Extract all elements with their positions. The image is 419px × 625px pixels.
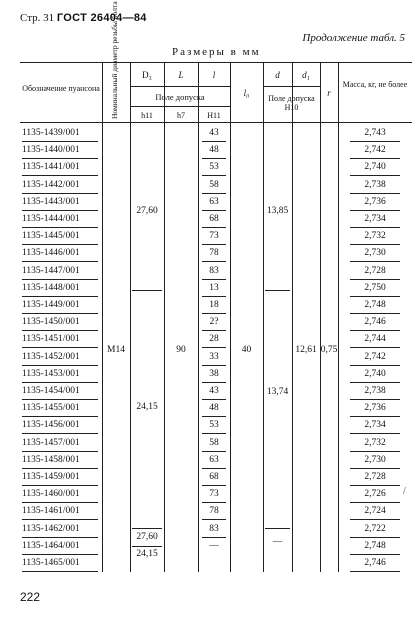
row-designation: 1135-1442/001	[22, 179, 80, 190]
row-l-value: 38	[209, 368, 219, 379]
D-group-separator	[132, 546, 162, 547]
row-mass-underline	[350, 485, 400, 486]
row-mass-underline	[350, 330, 400, 331]
L-value: 90	[176, 345, 186, 355]
row-designation: 1135-1454/001	[22, 386, 80, 396]
col-divider	[292, 62, 293, 572]
row-designation: 1135-1462/001	[22, 523, 80, 534]
D-value-a: 27,60	[136, 206, 158, 216]
row-l-underline	[202, 382, 226, 383]
row-mass-underline	[350, 433, 400, 434]
row-mass-value: 2,740	[364, 162, 386, 173]
row-designation: 1135-1457/001	[22, 437, 80, 448]
header-sub-line	[263, 86, 320, 87]
row-l-value: 18	[209, 300, 219, 310]
page-label: Стр. 31	[20, 12, 55, 24]
row-l-value: 78	[209, 506, 219, 517]
row-designation: 1135-1439/001	[22, 128, 80, 138]
row-l-value: 13	[209, 282, 219, 293]
row-l-value: 58	[209, 437, 219, 448]
row-designation: 1135-1441/001	[22, 162, 80, 173]
sizes-caption: Размеры в мм	[172, 46, 261, 58]
d-value-b: 13,74	[266, 387, 289, 397]
row-mass-value: 2,746	[364, 558, 386, 568]
row-underline	[22, 502, 98, 503]
tol-H11: H11	[207, 111, 221, 120]
row-l-value: 73	[209, 489, 219, 500]
row-l-underline	[202, 193, 226, 194]
row-l-value: —	[209, 540, 219, 551]
row-l-value: 83	[209, 523, 219, 534]
row-mass-value: 2,738	[364, 179, 386, 190]
row-mass-value: 2,743	[364, 128, 386, 138]
tolerance-header: Поле допуска	[155, 92, 205, 102]
designation-header: Обозначение пуансона	[22, 84, 100, 93]
l0-value: 40	[241, 345, 252, 355]
row-mass-value: 2,748	[364, 300, 386, 310]
row-mass-underline	[350, 554, 400, 555]
D-value-c: 27,60	[136, 532, 158, 542]
thread-value: M14	[107, 345, 125, 355]
row-designation: 1135-1443/001	[22, 196, 80, 207]
row-underline	[22, 537, 98, 538]
row-designation: 1135-1456/001	[22, 420, 80, 431]
row-underline	[22, 485, 98, 486]
row-mass-value: 2,742	[364, 145, 386, 156]
row-mass-underline	[350, 158, 400, 159]
row-l-underline	[202, 519, 226, 520]
header-sub-line	[130, 106, 230, 107]
row-mass-underline	[350, 296, 400, 297]
row-l-value: 43	[209, 128, 219, 138]
d-group-separator	[265, 528, 290, 529]
page-number: 222	[20, 590, 41, 604]
row-l-underline	[202, 485, 226, 486]
d-group-separator	[265, 290, 290, 291]
col-divider	[263, 62, 264, 572]
continuation-label: Продолжение табл. 5	[302, 32, 405, 44]
row-l-underline	[202, 399, 226, 400]
row-designation: 1135-1449/001	[22, 300, 80, 310]
row-underline	[22, 399, 98, 400]
header-sub-line	[130, 86, 230, 87]
row-mass-underline	[350, 399, 400, 400]
row-l-underline	[202, 433, 226, 434]
row-designation: 1135-1465/001	[22, 558, 80, 568]
row-l-value: 78	[209, 248, 219, 259]
row-mass-underline	[350, 279, 400, 280]
l0-header: l₀	[243, 88, 250, 98]
row-l-value: 68	[209, 472, 219, 482]
row-designation: 1135-1450/001	[22, 317, 80, 328]
row-underline	[22, 193, 98, 194]
tol-h11: h11	[141, 111, 153, 120]
D-header: D₃	[142, 70, 152, 80]
row-mass-underline	[350, 451, 400, 452]
row-l-value: 83	[209, 265, 219, 276]
row-underline	[22, 175, 98, 176]
col-divider	[230, 62, 231, 572]
row-mass-value: 2,730	[364, 454, 386, 465]
row-designation: 1135-1460/001	[22, 489, 80, 500]
row-mass-value: 2,736	[364, 196, 386, 207]
row-mass-value: 2,742	[364, 351, 386, 362]
col-divider	[130, 62, 131, 572]
row-designation: 1135-1451/001	[22, 334, 80, 345]
row-underline	[22, 365, 98, 366]
row-mass-underline	[350, 468, 400, 469]
row-underline	[22, 416, 98, 417]
row-l-value: 73	[209, 231, 219, 242]
row-underline	[22, 158, 98, 159]
row-designation: 1135-1440/001	[22, 145, 80, 156]
row-l-underline	[202, 330, 226, 331]
row-mass-underline	[350, 261, 400, 262]
row-mass-value: 2,740	[364, 368, 386, 379]
row-mass-underline	[350, 210, 400, 211]
row-l-underline	[202, 141, 226, 142]
row-mass-value: 2,728	[364, 265, 386, 276]
row-mass-value: 2,746	[364, 317, 386, 328]
D-group-separator	[132, 528, 162, 529]
row-underline	[22, 519, 98, 520]
row-designation: 1135-1444/001	[22, 214, 80, 224]
margin-mark: /	[403, 486, 406, 497]
row-mass-value: 2,730	[364, 248, 386, 259]
row-l-underline	[202, 347, 226, 348]
row-underline	[22, 141, 98, 142]
thread-header: Номинальный диаметр резьбы болта	[110, 1, 119, 119]
row-mass-value: 2,736	[364, 403, 386, 414]
row-designation: 1135-1461/001	[22, 506, 80, 517]
row-l-underline	[202, 313, 226, 314]
l-header: l	[212, 70, 216, 80]
row-l-value: 28	[209, 334, 219, 345]
row-l-value: 53	[209, 420, 219, 431]
tol-h7: h7	[177, 111, 185, 120]
row-mass-underline	[350, 571, 400, 572]
row-mass-underline	[350, 537, 400, 538]
row-l-value: 48	[209, 145, 219, 156]
row-underline	[22, 468, 98, 469]
row-l-underline	[202, 365, 226, 366]
row-l-value: 53	[209, 162, 219, 173]
row-mass-value: 2,750	[364, 282, 386, 293]
row-l-underline	[202, 175, 226, 176]
row-l-underline	[202, 296, 226, 297]
row-mass-value: 2,732	[364, 437, 386, 448]
row-underline	[22, 279, 98, 280]
row-designation: 1135-1445/001	[22, 231, 80, 242]
row-mass-underline	[350, 313, 400, 314]
row-l-underline	[202, 244, 226, 245]
D-value-d: 24,15	[136, 549, 158, 559]
row-underline	[22, 227, 98, 228]
row-l-value: 48	[209, 403, 219, 414]
row-l-value: 58	[209, 179, 219, 190]
standard-label: ГОСТ 26404—84	[56, 12, 147, 24]
row-underline	[22, 330, 98, 331]
row-mass-underline	[350, 193, 400, 194]
row-mass-value: 2,734	[364, 420, 386, 431]
row-designation: 1135-1447/001	[22, 265, 80, 276]
row-l-value: 68	[209, 214, 219, 224]
row-l-underline	[202, 279, 226, 280]
row-designation: 1135-1464/001	[22, 540, 80, 551]
row-mass-underline	[350, 416, 400, 417]
row-l-underline	[202, 416, 226, 417]
row-designation: 1135-1453/001	[22, 368, 80, 379]
row-l-underline	[202, 537, 226, 538]
row-l-value: 33	[209, 351, 219, 362]
col-divider	[320, 62, 321, 572]
row-mass-underline	[350, 519, 400, 520]
row-mass-underline	[350, 382, 400, 383]
row-designation: 1135-1446/001	[22, 248, 80, 259]
d-value-a: 13,85	[266, 206, 289, 216]
row-mass-underline	[350, 244, 400, 245]
row-underline	[22, 382, 98, 383]
row-mass-value: 2,724	[364, 506, 386, 517]
row-mass-value: 2,734	[364, 214, 386, 224]
row-l-value: 63	[209, 196, 219, 207]
row-l-underline	[202, 468, 226, 469]
row-l-underline	[202, 227, 226, 228]
tolerance2-header: Поле допуска H10	[268, 94, 315, 112]
row-l-underline	[202, 451, 226, 452]
D-value-b: 24,15	[136, 402, 158, 412]
col-divider	[102, 62, 103, 572]
row-designation: 1135-1452/001	[22, 351, 80, 362]
row-mass-underline	[350, 175, 400, 176]
row-l-underline	[202, 210, 226, 211]
row-l-value: 43	[209, 386, 219, 396]
row-underline	[22, 554, 98, 555]
row-underline	[22, 244, 98, 245]
row-underline	[22, 347, 98, 348]
row-designation: 1135-1448/001	[22, 282, 80, 293]
row-designation: 1135-1458/001	[22, 454, 80, 465]
row-underline	[22, 451, 98, 452]
row-underline	[22, 433, 98, 434]
row-mass-underline	[350, 347, 400, 348]
row-mass-underline	[350, 141, 400, 142]
row-l-underline	[202, 261, 226, 262]
row-mass-value: 2,728	[364, 472, 386, 482]
row-mass-value: 2,722	[364, 523, 386, 534]
header-bottom-border	[20, 122, 412, 123]
d-header: d	[275, 70, 280, 80]
d1-value: 12,61	[295, 345, 317, 355]
row-l-value: 2?	[209, 317, 219, 328]
row-mass-value: 2,726	[364, 489, 386, 500]
row-underline	[22, 313, 98, 314]
d-dash: —	[272, 537, 283, 547]
row-mass-underline	[350, 502, 400, 503]
row-designation: 1135-1459/001	[22, 472, 80, 482]
row-l-underline	[202, 502, 226, 503]
row-l-underline	[202, 158, 226, 159]
row-mass-value: 2,744	[364, 334, 386, 345]
row-underline	[22, 296, 98, 297]
L-header: L	[178, 70, 184, 80]
row-underline	[22, 261, 98, 262]
row-underline	[22, 210, 98, 211]
page-header	[20, 12, 147, 24]
row-designation: 1135-1455/001	[22, 403, 80, 414]
col-divider	[164, 62, 165, 572]
row-mass-value: 2,748	[364, 540, 386, 551]
D-group-separator	[132, 290, 162, 291]
r-value: 0,75	[320, 345, 338, 355]
row-mass-underline	[350, 227, 400, 228]
mass-header: Масса, кг, не более	[342, 80, 408, 89]
row-underline	[22, 571, 98, 572]
row-mass-value: 2,738	[364, 386, 386, 396]
row-mass-underline	[350, 365, 400, 366]
table-top-border	[20, 62, 412, 63]
r-header: r	[327, 88, 331, 98]
d1-header: d₁	[302, 70, 310, 80]
row-l-value: 63	[209, 454, 219, 465]
row-mass-value: 2,732	[364, 231, 386, 242]
